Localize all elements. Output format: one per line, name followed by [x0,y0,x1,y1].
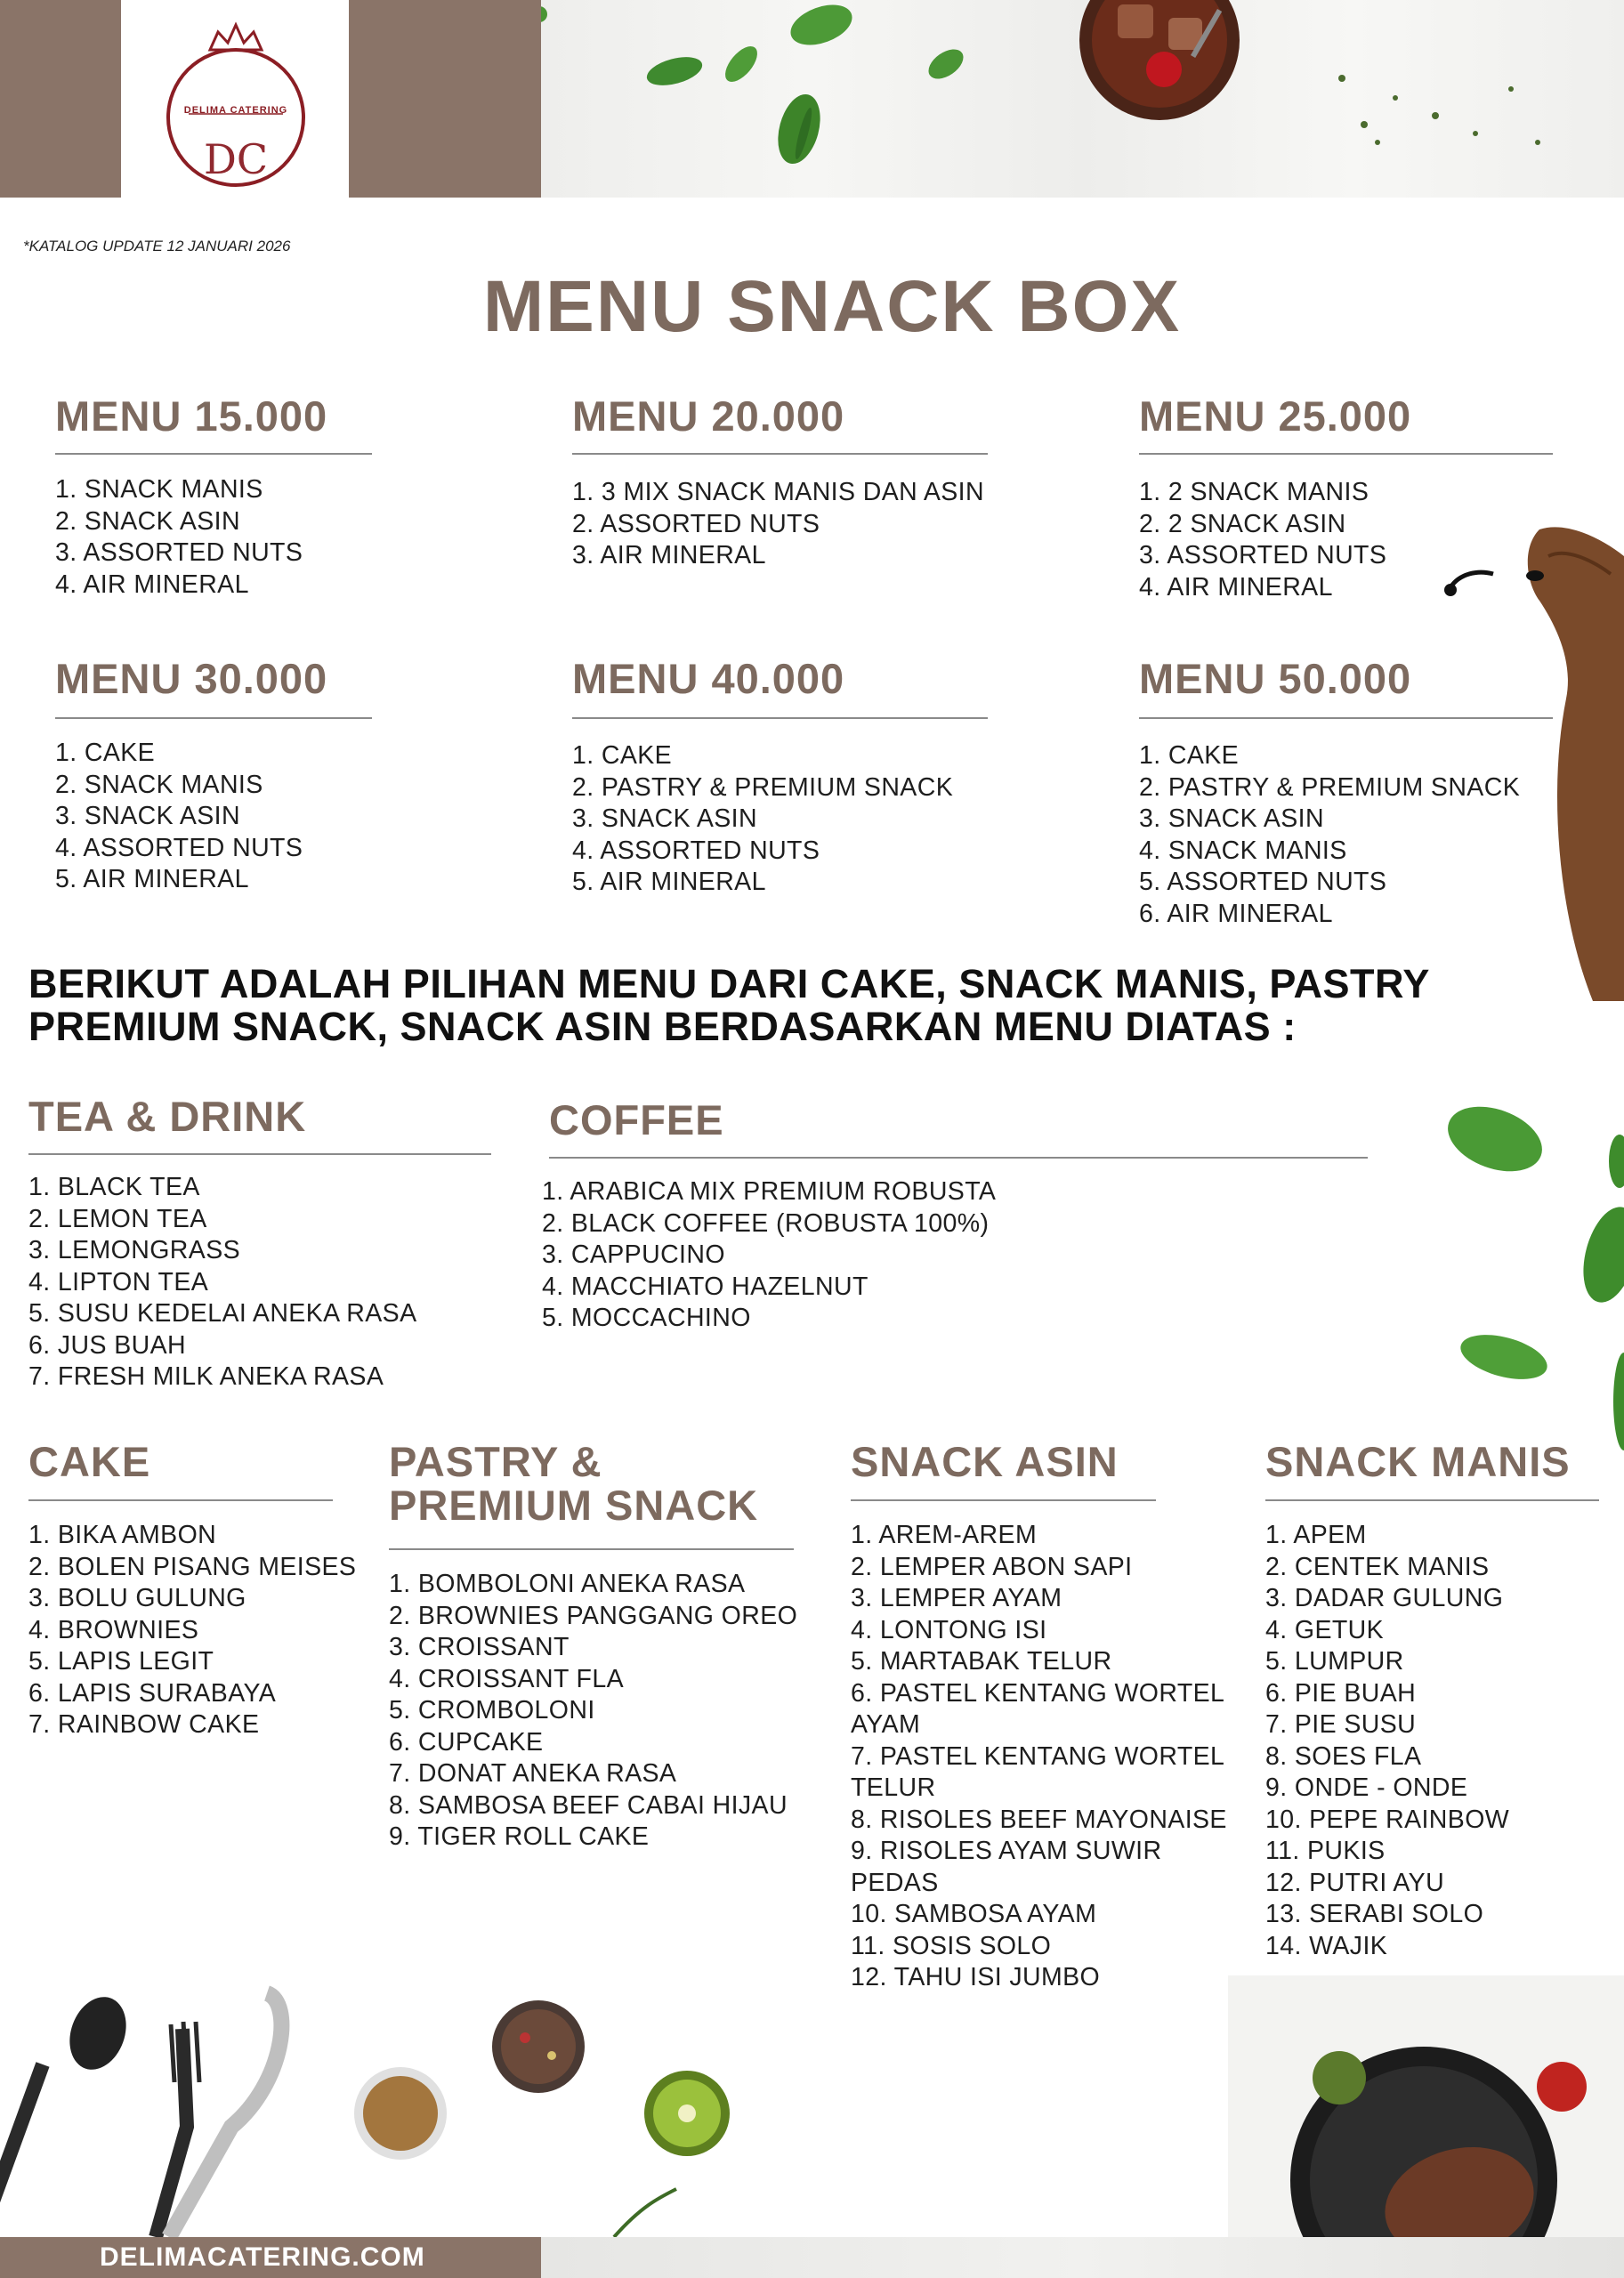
menu-40000-title: MENU 40.000 [572,655,845,702]
header-left-band [0,0,121,198]
pastry-title-line2: PREMIUM SNACK [389,1482,759,1530]
list-item: 4. LIPTON TEA [28,1267,209,1297]
menu-20000-divider [572,453,988,455]
list-item: 2. 2 SNACK ASIN [1139,509,1346,538]
delima-logo [151,18,320,187]
list-item: 2. PASTRY & PREMIUM SNACK [572,772,954,802]
list-item: 6. PASTEL KENTANG WORTEL [851,1678,1225,1708]
footer-photo-strip [541,2237,1624,2278]
list-item: 1. CAKE [1139,741,1240,770]
list-item: 1. BOMBOLONI ANEKA RASA [389,1570,746,1598]
menu-40000-divider [572,717,988,719]
list-item: 5. LUMPUR [1265,1647,1404,1676]
snack-manis-divider [1265,1499,1599,1501]
menu-25000-divider [1139,453,1553,455]
list-item: 6. JUS BUAH [28,1330,187,1360]
list-item: 2. BLACK COFFEE (ROBUSTA 100%) [542,1208,990,1238]
list-item: 3. AIR MINERAL [572,541,766,570]
tea-drink-title: TEA & DRINK [28,1093,307,1140]
list-item: 5. CROMBOLONI [389,1696,595,1725]
tea-drink-divider [28,1153,491,1155]
list-item: 4. ASSORTED NUTS [572,836,820,865]
list-item: 13. SERABI SOLO [1265,1900,1484,1928]
list-item: 3. SNACK ASIN [1139,804,1324,833]
page-title: MENU SNACK BOX [482,266,1182,347]
list-item: 7. PIE SUSU [1265,1710,1417,1739]
list-item: 11. SOSIS SOLO [851,1931,1052,1960]
list-item: 4. AIR MINERAL [1139,572,1333,602]
list-item: 3. LEMONGRASS [28,1236,241,1264]
list-item: 7. DONAT ANEKA RASA [389,1759,677,1788]
list-item: 2. PASTRY & PREMIUM SNACK [1139,772,1521,802]
list-item: 12. TAHU ISI JUMBO [851,1963,1101,1991]
list-item: AYAM [851,1710,921,1739]
list-item: 12. PUTRI AYU [1265,1868,1445,1897]
list-item: 1. ARABICA MIX PREMIUM ROBUSTA [542,1177,997,1206]
list-item: 3. CROISSANT [389,1633,570,1661]
list-item: TELUR [851,1773,936,1802]
cake-divider [28,1499,333,1501]
snack-manis-title: SNACK MANIS [1265,1438,1571,1485]
list-item: 2. SNACK MANIS [55,770,263,799]
list-item: 3. CAPPUCINO [542,1240,725,1269]
list-item: 14. WAJIK [1265,1931,1388,1960]
list-item: 1. 2 SNACK MANIS [1139,478,1369,506]
header-photo-banner [541,0,1624,198]
list-item: 1. AREM-AREM [851,1521,1038,1549]
list-item: 5. MOCCACHINO [542,1304,751,1332]
list-item: 1. BLACK TEA [28,1173,200,1201]
list-item: 3. SNACK ASIN [55,802,240,830]
list-item: 5. ASSORTED NUTS [1139,868,1387,896]
list-item: 1. CAKE [572,741,673,770]
list-item: 9. RISOLES AYAM SUWIR [851,1837,1162,1865]
snack-asin-title: SNACK ASIN [851,1438,1119,1485]
list-item: 3. ASSORTED NUTS [55,538,303,567]
list-item: 2. SNACK ASIN [55,506,240,536]
menu-15000-list [55,474,303,601]
katalog-update-note: *KATALOG UPDATE 12 JANUARI 2026 [23,238,291,254]
list-item: 1. APEM [1265,1521,1367,1549]
list-item: 3. BOLU GULUNG [28,1584,246,1612]
menu-25000-list [1139,477,1386,603]
coffee-list [542,1176,996,1335]
list-item: 6. CUPCAKE [389,1727,544,1757]
list-item: 4. MACCHIATO HAZELNUT [542,1272,869,1301]
menu-20000-title: MENU 20.000 [572,392,845,440]
list-item: 5. SUSU KEDELAI ANEKA RASA [28,1299,417,1328]
snack-manis-list [1265,1520,1509,1962]
list-item: 1. 3 MIX SNACK MANIS DAN ASIN [572,478,984,506]
pastry-list [389,1569,797,1854]
basil-leaves-graphic [1442,1099,1624,1455]
list-item: 1. BIKA AMBON [28,1521,217,1549]
list-item: 2. CENTEK MANIS [1265,1552,1490,1581]
list-item: 5. LAPIS LEGIT [28,1647,214,1676]
menu-15000-title: MENU 15.000 [55,392,328,440]
list-item: 3. DADAR GULUNG [1265,1584,1504,1612]
coffee-title: COFFEE [549,1096,724,1143]
list-item: 4. ASSORTED NUTS [55,833,303,862]
list-item: 2. LEMPER ABON SAPI [851,1552,1133,1581]
list-item: 5. AIR MINERAL [55,865,249,893]
menu-options-intro: BERIKUT ADALAH PILIHAN MENU DARI CAKE, SNACK MANIS, PASTRY PREMIUM SNACK, SNACK ASIN BERDASARKAN MENU DIATAS : [28,961,1430,1049]
header-food-graphic [541,0,1624,198]
list-item: 4. AIR MINERAL [55,570,249,599]
list-item: 8. SAMBOSA BEEF CABAI HIJAU [389,1790,788,1820]
menu-50000-title: MENU 50.000 [1139,655,1412,702]
menu-25000-title: MENU 25.000 [1139,392,1412,440]
cutting-board-graphic [1424,521,1624,1001]
list-item: 3. ASSORTED NUTS [1139,541,1387,570]
list-item: 6. AIR MINERAL [1139,899,1333,928]
list-item: 2. LEMON TEA [28,1204,207,1233]
list-item: 4. LONTONG ISI [851,1615,1047,1644]
pastry-title [389,1440,758,1528]
menu-40000-list [572,740,953,899]
list-item: 7. PASTEL KENTANG WORTEL [851,1741,1225,1771]
list-item: 1. SNACK MANIS [55,475,263,504]
list-item: 7. FRESH MILK ANEKA RASA [28,1362,384,1391]
list-item: 10. SAMBOSA AYAM [851,1900,1097,1928]
list-item: 9. ONDE - ONDE [1265,1773,1468,1802]
list-item: 6. PIE BUAH [1265,1678,1417,1708]
menu-20000-list [572,477,984,572]
list-item: 10. PEPE RAINBOW [1265,1805,1510,1834]
list-item: 5. AIR MINERAL [572,868,766,896]
list-item: 3. SNACK ASIN [572,804,757,833]
header-middle-band [349,0,541,198]
list-item: 8. RISOLES BEEF MAYONAISE [851,1805,1227,1834]
footer-food-graphic [0,1975,1624,2237]
list-item: 1. CAKE [55,739,156,767]
list-item: 2. BOLEN PISANG MEISES [28,1552,357,1581]
list-item: 6. LAPIS SURABAYA [28,1678,277,1708]
list-item: 8. SOES FLA [1265,1741,1422,1771]
tea-drink-list [28,1172,417,1393]
list-item: 4. SNACK MANIS [1139,836,1347,865]
list-item: 5. MARTABAK TELUR [851,1647,1112,1676]
coffee-divider [549,1157,1368,1159]
list-item: 4. CROISSANT FLA [389,1664,625,1693]
website-link[interactable]: DELIMACATERING.COM [100,2242,425,2272]
list-item: 2. BROWNIES PANGGANG OREO [389,1601,798,1630]
list-item: 3. LEMPER AYAM [851,1584,1062,1612]
menu-30000-title: MENU 30.000 [55,655,328,702]
list-item: 11. PUKIS [1265,1837,1386,1865]
snack-asin-list [851,1520,1227,1994]
pastry-divider [389,1548,794,1550]
snack-asin-divider [851,1499,1156,1501]
list-item: 4. BROWNIES [28,1615,199,1644]
menu-30000-divider [55,717,372,719]
pastry-title-line1: PASTRY & [389,1438,602,1485]
menu-15000-divider [55,453,372,455]
cake-title: CAKE [28,1438,151,1485]
list-item: PEDAS [851,1868,939,1897]
list-item: 4. GETUK [1265,1615,1385,1644]
list-item: 2. ASSORTED NUTS [572,509,820,538]
list-item: 7. RAINBOW CAKE [28,1710,260,1739]
logo-monogram: DC [203,135,269,183]
menu-30000-list [55,738,303,896]
list-item: 9. TIGER ROLL CAKE [389,1822,650,1851]
cake-list [28,1520,356,1741]
brand-name: DELIMA CATERING [183,105,288,116]
